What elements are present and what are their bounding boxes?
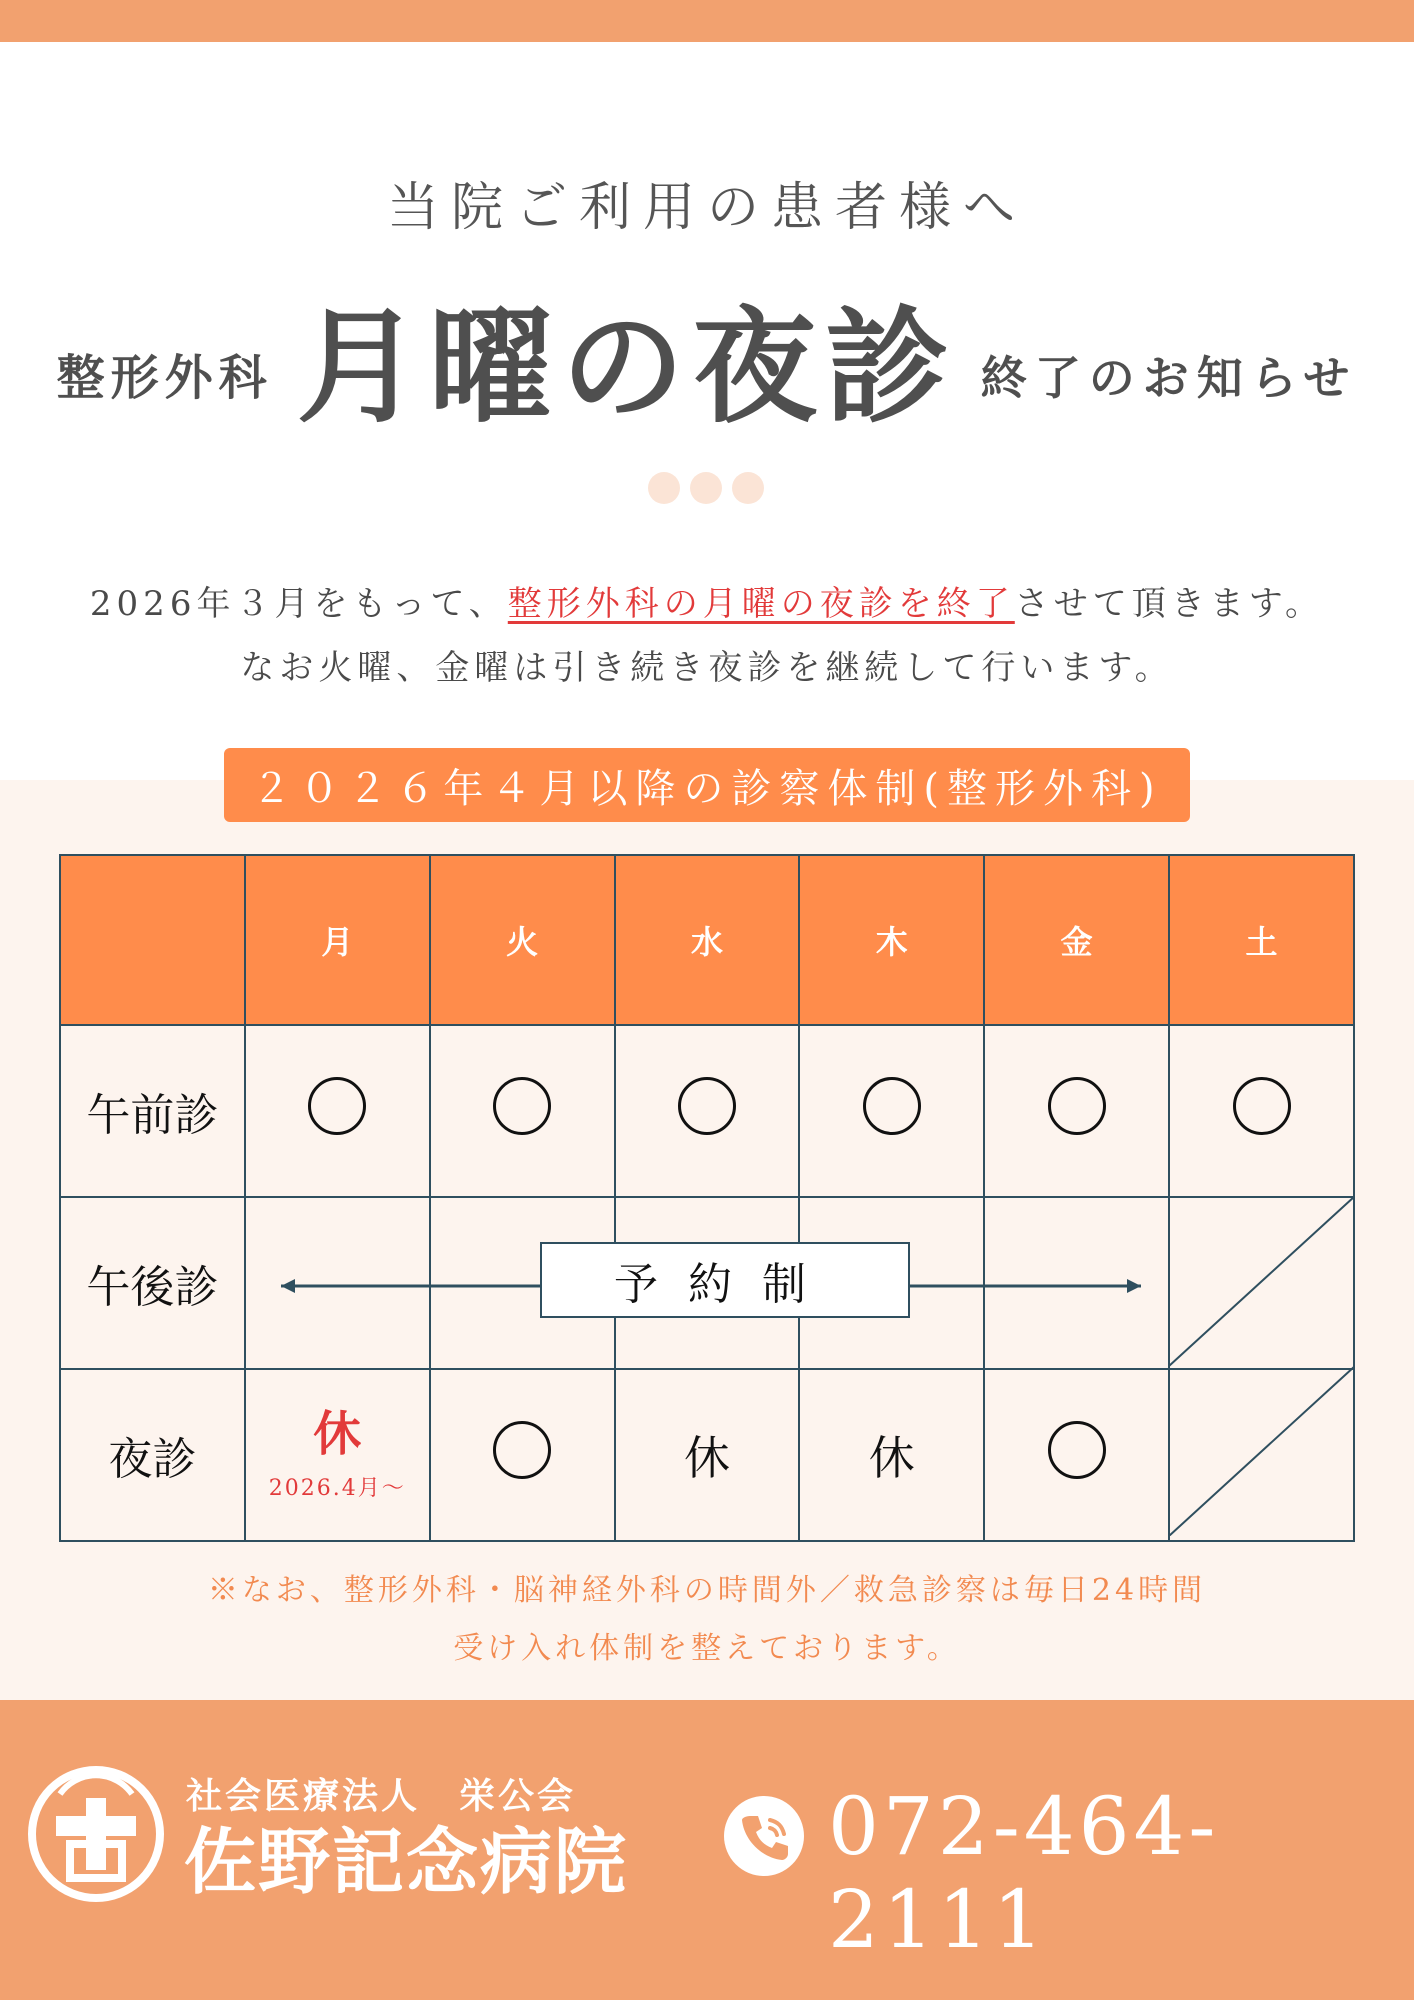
cell-night-mon (245, 1369, 430, 1541)
header-corner (60, 855, 245, 1025)
cell-morning-tue (430, 1025, 615, 1197)
circle-mark-icon (1048, 1077, 1106, 1135)
table-header-row (60, 855, 1354, 1025)
organization-name: 社会医療法人 栄公会 (186, 1776, 577, 1817)
notice-highlight: 整形外科の月曜の夜診を終了 (507, 584, 1015, 624)
phone-icon (722, 1794, 806, 1878)
headline-suffix: 終了のお知らせ (980, 351, 1358, 405)
cell-night-wed: 休 (615, 1369, 800, 1541)
row-label-night: 夜診 (60, 1369, 245, 1541)
notice-text (0, 572, 1414, 700)
table-row-morning (60, 1025, 1354, 1197)
reservation-label: 予約制 (540, 1242, 910, 1318)
hospital-name: 佐野記念病院 (184, 1820, 629, 1904)
headline-dept: 整形外科 (56, 350, 273, 406)
footnote-line-1: ※なお、整形外科・脳神経外科の時間外／救急診察は毎日24時間 (207, 1573, 1207, 1608)
cell-afternoon-fri (984, 1197, 1169, 1369)
footnote-line-2: 受け入れ体制を整えております。 (453, 1631, 961, 1666)
cell-morning-fri (984, 1025, 1169, 1197)
hospital-logo-icon (26, 1764, 166, 1904)
header-day-tue: 火 (430, 855, 615, 1025)
notice-line-1-end: させて頂きます。 (1014, 584, 1325, 624)
cell-morning-mon (245, 1025, 430, 1197)
cell-morning-wed (615, 1025, 800, 1197)
header-day-fri: 金 (984, 855, 1169, 1025)
dot (732, 472, 764, 504)
cell-night-tue (430, 1369, 615, 1541)
decorative-dots (648, 472, 764, 504)
circle-mark-icon (678, 1077, 736, 1135)
footnote (0, 1562, 1414, 1678)
notice-line-1-start: 2026年３月をもって、 (89, 584, 508, 624)
table-row-night (60, 1369, 1354, 1541)
cell-night-sat (1169, 1369, 1354, 1541)
schedule-table (59, 854, 1355, 1542)
row-label-morning: 午前診 (60, 1025, 245, 1197)
cell-afternoon-mon (245, 1197, 430, 1369)
circle-mark-icon (1233, 1077, 1291, 1135)
circle-mark-icon (493, 1077, 551, 1135)
notice-line-2: なお火曜、金曜は引き続き夜診を継続して行います。 (240, 648, 1174, 688)
schedule-table-wrap (59, 854, 1355, 1536)
cell-night-fri (984, 1369, 1169, 1541)
subtitle: 当院ご利用の患者様へ (386, 178, 1027, 238)
dot (690, 472, 722, 504)
row-label-afternoon: 午後診 (60, 1197, 245, 1369)
closed-note: 2026.4月～ (268, 1475, 406, 1501)
header-day-thu: 木 (799, 855, 984, 1025)
schedule-title: ２０２６年４月以降の診察体制(整形外科) (224, 748, 1190, 822)
cell-night-thu: 休 (799, 1369, 984, 1541)
cell-morning-sat (1169, 1025, 1354, 1197)
footer (0, 1700, 1414, 2000)
circle-mark-icon (493, 1421, 551, 1479)
headline (0, 290, 1414, 440)
closed-mark-red: 休 (313, 1406, 362, 1463)
circle-mark-icon (863, 1077, 921, 1135)
top-band (0, 0, 1414, 42)
header-day-sat: 土 (1169, 855, 1354, 1025)
headline-main: 月曜の夜診 (296, 295, 957, 440)
header-day-wed: 水 (615, 855, 800, 1025)
cell-morning-thu (799, 1025, 984, 1197)
header-day-mon: 月 (245, 855, 430, 1025)
circle-mark-icon (308, 1077, 366, 1135)
circle-mark-icon (1048, 1421, 1106, 1479)
phone-number: 072-464-2111 (828, 1780, 1220, 1966)
notice-line-1 (0, 572, 1414, 636)
dot (648, 472, 680, 504)
cell-afternoon-sat (1169, 1197, 1354, 1369)
